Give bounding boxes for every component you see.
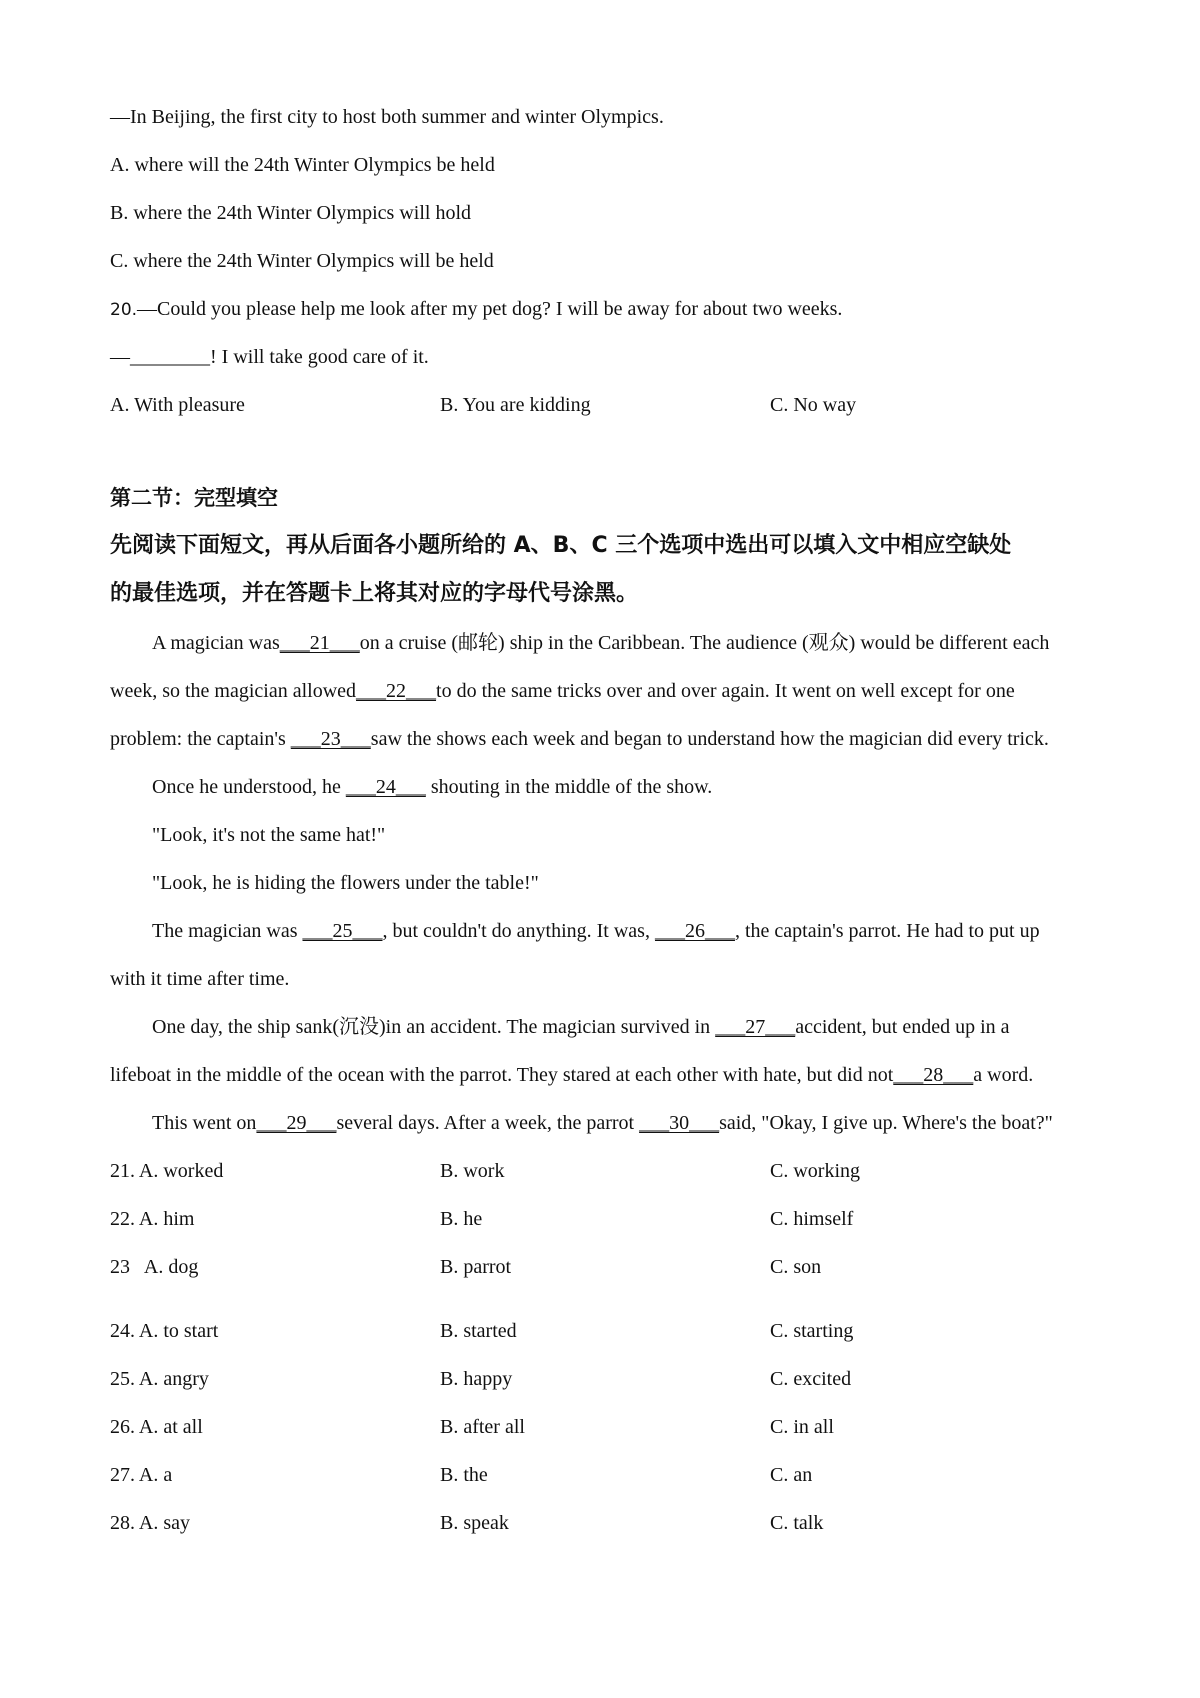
section-instruction-line-1: 先阅读下面短文，再从后面各小题所给的 A、B、C 三个选项中选出可以填入文中相应空缺处	[110, 533, 1012, 558]
question-row-27	[0, 1462, 1200, 1488]
passage-p5-line-2: with it time after time.	[110, 968, 290, 990]
option-c: C. an	[770, 1464, 813, 1486]
q20-option-a: A. With pleasure	[110, 394, 245, 416]
blank-27: ___27___	[715, 1016, 796, 1038]
option-c: C. working	[770, 1160, 860, 1182]
option-a: 26. A. at all	[110, 1416, 203, 1438]
passage-text: lifeboat in the middle of the ocean with the parrot. They stared at each other with hate, but did not	[110, 1064, 894, 1086]
passage-p1-line-2	[110, 678, 1015, 704]
passage-text: , the captain's parrot. He had to put up	[734, 920, 1040, 942]
option-a: 25. A. angry	[110, 1368, 209, 1390]
question-row-22	[0, 1206, 1200, 1232]
question-row-25	[0, 1366, 1200, 1392]
passage-text: said, "Okay, I give up. Where's the boat?"	[719, 1112, 1053, 1134]
option-c: C. in all	[770, 1416, 834, 1438]
passage-text: several days. After a week, the parrot	[336, 1112, 640, 1134]
option-a: 23 A. dog	[110, 1256, 199, 1278]
option-c: C. himself	[770, 1208, 854, 1230]
passage-p1-line-3	[110, 726, 1049, 752]
blank-29: ___29___	[256, 1112, 337, 1134]
blank-24: ___24___	[345, 776, 426, 798]
section-title: 第二节：完型填空	[110, 486, 278, 510]
passage-text: problem: the captain's	[110, 728, 291, 750]
option-b: B. the	[440, 1464, 488, 1486]
option-b: B. speak	[440, 1512, 509, 1534]
passage-text: week, so the magician allowed	[110, 680, 357, 702]
q20-number: 20.	[110, 300, 138, 320]
passage-p2	[152, 774, 712, 800]
passage-text: a word.	[973, 1064, 1034, 1086]
option-b: B. happy	[440, 1368, 513, 1390]
q20-option-b: B. You are kidding	[440, 394, 591, 416]
option-a: 27. A. a	[110, 1464, 173, 1486]
q20-option-c: C. No way	[770, 394, 857, 416]
blank-25: ___25___	[302, 920, 383, 942]
option-c: C. starting	[770, 1320, 854, 1342]
blank-26: ___26___	[654, 920, 735, 942]
passage-text: shouting in the middle of the show.	[425, 776, 713, 798]
option-b: B. started	[440, 1320, 517, 1342]
question-row-21	[0, 1158, 1200, 1184]
passage-p1-line-1	[152, 630, 1049, 656]
option-a: 28. A. say	[110, 1512, 190, 1534]
section-instruction-line-2: 的最佳选项，并在答题卡上将其对应的字母代号涂黑。	[110, 581, 639, 606]
option-c: C. son	[770, 1256, 822, 1278]
q20-response: —________! I will take good care of it.	[110, 346, 429, 368]
option-b: B. parrot	[440, 1256, 512, 1278]
passage-p5-line-1	[152, 918, 1040, 944]
question-row-24	[0, 1318, 1200, 1344]
q19-answer-line: —In Beijing, the first city to host both summer and winter Olympics.	[110, 106, 664, 128]
passage-text: accident, but ended up in a	[795, 1016, 1010, 1038]
q20-question	[110, 296, 842, 323]
passage-text: Once he understood, he	[152, 776, 346, 798]
option-a: 21. A. worked	[110, 1160, 224, 1182]
passage-text: on a cruise (邮轮) ship in the Caribbean. The audience (观众) would be different each	[359, 632, 1050, 654]
passage-text: saw the shows each week and began to understand how the magician did every trick.	[370, 728, 1049, 750]
passage-text: , but couldn't do anything. It was,	[382, 920, 655, 942]
passage-text: The magician was	[152, 920, 303, 942]
question-row-23	[0, 1254, 1200, 1280]
q19-option-c: C. where the 24th Winter Olympics will be held	[110, 250, 494, 272]
q19-option-b: B. where the 24th Winter Olympics will hold	[110, 202, 471, 224]
passage-p4: "Look, he is hiding the flowers under the table!"	[152, 872, 539, 894]
option-c: C. excited	[770, 1368, 852, 1390]
question-row-28	[0, 1510, 1200, 1536]
passage-p6-line-1	[152, 1014, 1010, 1040]
blank-28: ___28___	[893, 1064, 974, 1086]
option-c: C. talk	[770, 1512, 824, 1534]
passage-text: A magician was	[152, 632, 280, 654]
question-row-26	[0, 1414, 1200, 1440]
blank-30: ___30___	[639, 1112, 720, 1134]
option-b: B. after all	[440, 1416, 525, 1438]
q20-question-text: —Could you please help me look after my pet dog? I will be away for about two weeks.	[137, 298, 843, 320]
passage-text: to do the same tricks over and over again. It went on well except for one	[436, 680, 1015, 702]
option-b: B. work	[440, 1160, 505, 1182]
option-a: 24. A. to start	[110, 1320, 219, 1342]
passage-p6-line-2	[110, 1062, 1033, 1088]
q20-options-row	[0, 392, 1200, 418]
passage-text: This went on	[152, 1112, 257, 1134]
option-a: 22. A. him	[110, 1208, 195, 1230]
passage-text: One day, the ship sank(沉没)in an accident. The magician survived in	[152, 1016, 716, 1038]
q19-option-a: A. where will the 24th Winter Olympics be held	[110, 154, 495, 176]
passage-p7	[152, 1110, 1053, 1136]
blank-23: ___23___	[290, 728, 371, 750]
blank-21: ___21___	[279, 632, 360, 654]
option-b: B. he	[440, 1208, 483, 1230]
passage-p3: "Look, it's not the same hat!"	[152, 824, 386, 846]
blank-22: ___22___	[356, 680, 437, 702]
